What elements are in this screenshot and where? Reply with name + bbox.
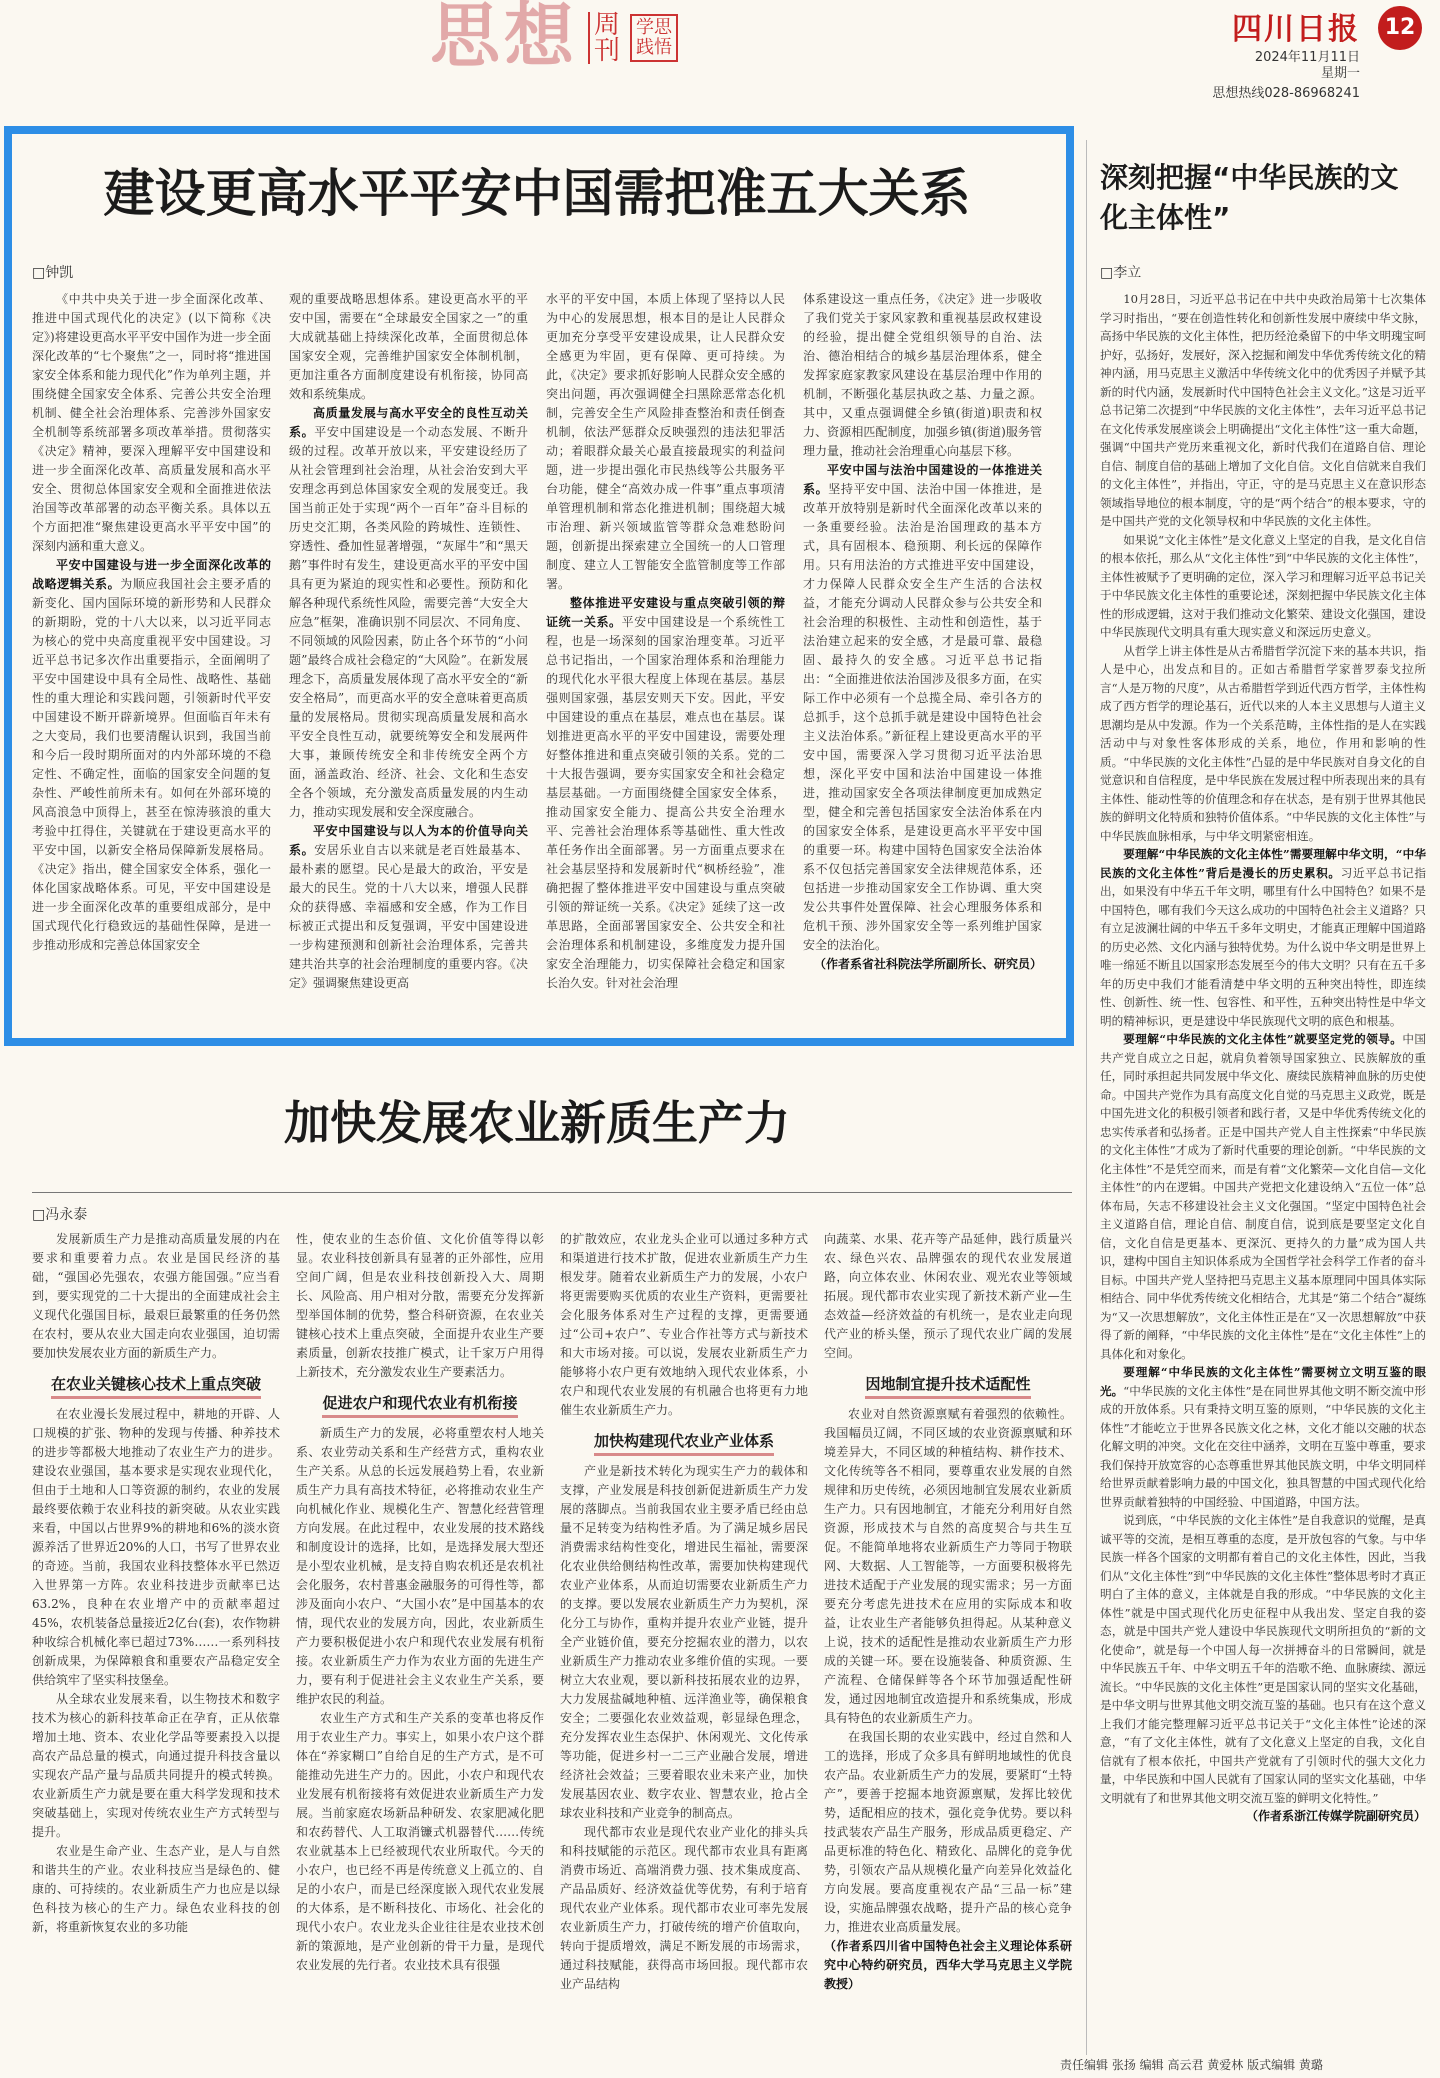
paper-logo: 四川日报 — [1232, 12, 1360, 47]
article1-para: 平安中国建设是一个动态发展、不断升级的过程。改革开放以来，平安建设经历了从社会管理到社会治理，从社会治安到大平安理念再到总体国家安全观的发展变迁。我国当前正处于实现“两个一百年”奋斗目标的历史交汇期，各类风险的跨城性、连锁性、穿透性、叠加性显著增强，“灰犀牛”和“黑天鹅”事件时有发生，建设更高水平的平安中国具有更为紧迫的现实性和必要性。预防和化解各种现代系统性风险，需要完善“大安全大应急”框架，准确识别不同层次、不同角度、不同领域的风险因素，防止各个环节的“小问题”最终合成社会稳定的“大风险”。在新发展理念下，高质量发展体现了高水平安全的“新安全格局”，而更高水平的安全意味着更高质量的发展格局。贯彻实现高质量发展和高水平安全良性互动，就要统筹安全和发展两件大事，兼顾传统安全和非传统安全两个方面，涵盖政治、经济、社会、文化和生态安全各个领域，充分激发高质量发展的内生动力，推动实现发展和安全深度融合。 — [289, 425, 528, 819]
article3-col3 — [560, 1230, 808, 2048]
article1-col4 — [803, 290, 1042, 1032]
article3-body — [32, 1230, 1072, 2048]
article1-col3 — [546, 290, 785, 1032]
editor-credits: 责任编辑 张扬 编辑 高云君 黄爱林 版式编辑 黄璐 — [1060, 2058, 1323, 2072]
article2-para: 从哲学上讲主体性是从古希腊哲学沉淀下来的基本共识，指人是中心，出发点和目的。正如古希腊哲学家普罗泰戈拉所言“人是万物的尺度”，从古希腊哲学到近代西方哲学，主体性构成了西方哲学的理论基石，近代以来的人本主义思想与人道主义思潮均是从中发源。作为一个关系范畴，主体性指的是人在实践活动中与对象性客体形成的关系，地位，作用和影响的性质。“中华民族的文化主体性”凸显的是中华民族对自身文化的自觉意识和自信程度，是中华民族在发展过程中所表现出来的具有主体性、能动性等的价值理念和存在状态，是有别于世界其他民族的鲜明文化特质和独特价值体系。“中华民族的文化主体性”与中华民族血脉相承，与中华文明紧密相连。 — [1100, 643, 1426, 843]
article1-para: 安居乐业自古以来就是老百姓最基本、最朴素的愿望。民心是最大的政治，平安是最大的民生。党的十八大以来，增强人民群众的获得感、幸福感和安全感，作为工作目标被正式提出和反复强调，平安中国建设进一步构建预测和创新社会治理体系，完善共建共治共享的社会治理制度的重要内容。《决定》强调聚焦建设更高 — [289, 843, 528, 990]
article1-para: 观的重要战略思想体系。建设更高水平的平安中国，需要在“全球最安全国家之一”的重大成就基础上持续深化改革，全面贯彻总体国家安全观，完善维护国家安全体制机制，更加注重各方面制度建设有机衔接，协同高效和系统集成。 — [289, 292, 528, 401]
article2-author-note: （作者系浙江传媒学院副研究员） — [1245, 1809, 1426, 1823]
article2-subhead: 要理解“中华民族的文化主体性”需要理解中华文明，“中华民族的文化主体性”背后是漫长的历史累积。 — [1100, 847, 1426, 880]
article2-para: 说到底，“中华民族的文化主体性”是自我意识的觉醒，是真诚平等的交流，是相互尊重的态度，是开放包容的气象。与中华民族一样各个国家的文明都有着自己的文化主体性，因此，当我们从“文化主体性”到“中华民族的文化主体性”整体思考时才真正明白了主体的意义，主体就是自我的形成。“中华民族的文化主体性”就是中国式现代化历史征程中从我出发、坚定自我的姿态，就是中国共产党人建设中华民族现代文明所担负的“新的文化使命”，就是每一个中国人每一次拼搏奋斗的日常瞬间，就是中华民族五千年、中华文明五千年的浩歌不绝、血脉赓续、源远流长。“中华民族的文化主体性”更是国家认同的坚实文化基础，是中华文明与世界其他文明交流互鉴的基础。也只有在这个意义上我们才能完整理解习近平总书记关于“文化主体性”论述的深意，“有了文化主体性，就有了文化意义上坚定的自我，文化自信就有了根本依托，中国共产党就有了引领时代的强大文化力量，中华民族和中国人民就有了国家认同的坚实文化基础，中华文明就有了和世界其他文明交流互鉴的鲜明文化特性。” — [1100, 1513, 1426, 1805]
article2-byline: □李立 — [1100, 265, 1142, 281]
article3-para: 在农业漫长发展过程中，耕地的开辟、人口规模的扩张、物种的发现与传播、种养技术的进步等都极大地推动了农业生产力的进步。建设农业强国，基本要求是实现农业现代化，但由于土地和人口等资源的制约，农业的发展最终要依赖于农业科技的新突破。从农业实践来看，中国以占世界9%的耕地和6%的淡水资源养活了世界近20%的人口，书写了世界农业的奇迹。当前，我国农业科技整体水平已然迈入世界第一方阵。农业科技进步贡献率已达63.2%，良种在农业增产中的贡献率超过45%，农机装备总量接近2亿台(套)，农作物耕种收综合机械化率已超过73%……一系列科技创新成果，为保障粮食和重要农产品稳定安全供给筑牢了坚实科技堡垒。 — [32, 1407, 280, 1687]
article3-para: 从全球农业发展来看，以生物技术和数字技术为核心的新科技革命正在孕育，正从依靠增加土地、资本、农业化学品等要素投入以提高农产品总量的模式，向通过提升科技含量以实现农产品产量与品质共同提升的模式转换。农业新质生产力就是要在重大科学发现和技术突破基础上，实现对传统农业生产方式转型与提升。 — [32, 1692, 280, 1839]
article3-para: 发展新质生产力是推动高质量发展的内在要求和重要着力点。农业是国民经济的基础，“强国必先强农，农强方能国强。”应当看到，要实现党的二十大提出的全面建成社会主义现代化强国目标，最艰巨最繁重的任务仍然在农村，要从农业大国走向农业强国，迫切需要加快发展农业方面的新质生产力。 — [32, 1232, 280, 1360]
masthead — [430, 0, 730, 77]
article3-para: 向蔬菜、水果、花卉等产品延伸，践行质量兴农、绿色兴农、品牌强农的现代农业发展道路，向立体农业、休闲农业、观光农业等领域拓展。现代都市农业实现了新技术新产业—生态效益—经济效益的有机统一，是农业走向现代产业的桥头堡，预示了现代农业广阔的发展空间。 — [824, 1232, 1072, 1360]
hotline: 思想热线028-86968241 — [1212, 86, 1360, 101]
article3-col1 — [32, 1230, 280, 2048]
article1-subhead: 平安中国建设与以人为本的价值导向关系。 — [289, 824, 528, 857]
article1-col1 — [32, 290, 271, 1032]
article1-para: 体系建设这一重点任务，《决定》进一步吸收了我们党关于家风家教和重视基层政权建设的经验，提出健全党组织领导的自治、法治、德治相结合的城乡基层治理体系，健全发挥家庭家教家风建设在基层治理中作用的机制，不断强化基层执政之基、力量之源。其中，又重点强调健全乡镇(街道)职责和权力、资源相匹配制度，加强乡镇(街道)服务管理力量，推动社会治理重心向基层下移。 — [803, 292, 1042, 458]
masthead-weekly — [588, 12, 620, 64]
article2-para: “中华民族的文化主体性”是在同世界其他文明不断交流中形成的开放体系。只有秉持文明互鉴的原则，“中华民族的文化主体性”才能屹立于世界各民族文化之林，文化才能以交融的状态化解文明的冲突。文化在交往中涵养，文明在互鉴中尊重，要求我们保持开放宽容的心态尊重世界其他民族文明，中华文明同样给世界贡献着影响力最的中国文化，独具智慧的中国式现代化给世界贡献着独特的中国经验、中国道路，中国方法。 — [1100, 1383, 1426, 1509]
masthead-zhou: 周 — [594, 10, 621, 40]
article1-col2 — [289, 290, 528, 1032]
article1-subhead: 高质量发展与高水平安全的良性互动关系。 — [289, 406, 528, 439]
masthead-kan: 刊 — [594, 36, 621, 66]
masthead-seal: 学思践悟 — [630, 14, 678, 62]
article3-col4 — [824, 1230, 1072, 2048]
article3-rule — [32, 1192, 1072, 1193]
article1-byline: □钟凯 — [32, 265, 74, 281]
article3-author-note: （作者系四川省中国特色社会主义理论体系研究中心特约研究员，西华大学马克思主义学院教授） — [824, 1939, 1072, 1991]
article2-subhead: 要理解“中华民族的文化主体性”需要树立文明互鉴的眼光。 — [1100, 1365, 1426, 1398]
article3-para: 的扩散效应，农业龙头企业可以通过多种方式和渠道进行技术扩散，促进农业新质生产力生根发芽。随着农业新质生产力的发展，小农户将更需要购买优质的农业生产资料，更需要社会化服务体系对生产过程的支撑，更需要通过“公司+农户”、专业合作社等方式与新技术和大市场对接。可以说，发展农业新质生产力能够将小农户更有效地纳入现代农业体系，小农户和现代农业发展的有机融合也将更有力地催生农业新质生产力。 — [560, 1232, 808, 1417]
article3-title: 加快发展农业新质生产力 — [284, 1096, 790, 1150]
article1-para: 平安中国建设是一个系统性工程，也是一场深刻的国家治理变革。习近平总书记指出，一个国家治理体系和治理能力的现代化水平很大程度上体现在基层。基层强则国家强，基层安则天下安。因此，平安中国建设的重点在基层，难点也在基层。谋划推进更高水平的平安中国建设，需要处理好整体推进和重点突破引领的关系。党的二十大报告强调，要夯实国家安全和社会稳定基层基础。一方面围绕健全国家安全体系，推动国家安全能力、提高公共安全治理水平、完善社会治理体系等基础性、重大性改革任务作出全面部署。另一方面重点要求在社会基层坚持和发展新时代“枫桥经验”，准确把握了整体推进平安中国建设与重点突破引领的辩证统一关系。《决定》延续了这一改革思路，全面部署国家安全、公共安全和社会治理体系和机制建设，多维度发力提升国家安全治理能力，切实保障社会稳定和国家长治久安。针对社会治理 — [546, 615, 785, 990]
article2-para: 习近平总书记指出，如果没有中华五千年文明，哪里有什么中国特色？如果不是中国特色，哪有我们今天这么成功的中国特色社会主义道路？只有立足波澜壮阔的中华五千多年文明史，才能真正理解中国道路的历史必然、文化内涵与独特优势。为什么说中华文明是世界上唯一绵延不断且以国家形态发展至今的伟大文明？只有在五千多年的历史中我们才能看清楚中华文明的五种突出特性，即连续性、创新性、统一性、包容性、和平性，五种突出特性是中华文明的精神标识，更是建设中华民族现代文明的底色和根基。 — [1100, 865, 1426, 1028]
article3-subhead: 促进农户和现代农业有机衔接 — [322, 1388, 517, 1418]
article2-para: 中国共产党自成立之日起，就肩负着领导国家独立、民族解放的重任，同时承担起共同发展中华文化、赓续民族精神血脉的历史使命。中国共产党作为具有高度文化自觉的马克思主义政党，既是中国先进文化的积极引领者和践行者，又是中华优秀传统文化的忠实传承者和弘扬者。正是中国共产党人自主性探索“中华民族的文化主体性”才成为了新时代重要的理论创新。“中华民族的文化主体性”不是凭空而来，而是有着“文化繁荣—文化自信—文化主体性”的内在逻辑。中国共产党把文化建设纳入“五位一体”总体布局，矢志不移建设社会主义文化强国。“坚定中国特色社会主义道路自信，理论自信、制度自信，说到底是要坚定文化自信，文化自信是更基本、更深沉、更持久的力量”成为国人共识，建构中国自主知识体系成为全国哲学社会科学工作者的奋斗目标。中国共产党人坚持把马克思主义基本原理同中国具体实际相结合、同中华优秀传统文化相结合，尤其是“第二个结合”凝练为“又一次思想解放”，文化主体性正是在“又一次思想解放”中获得了新的阐释，“中华民族的文化主体性”是在“文化主体性”上的具体化和对象化。 — [1100, 1032, 1426, 1361]
article3-para: 现代都市农业是现代农业产业化的排头兵和科技赋能的示范区。现代都市农业具有距离消费市场近、高端消费力强、技术集成度高、产品品质好、经济效益优等优势，有利于培育现代农业产业体系。现代都市农业可率先发展农业新质生产力，打破传统的增产价值取向，转向于提质增效，满足不断发展的市场需求，通过科技赋能，获得高市场回报。现代都市农业产品结构 — [560, 1825, 808, 1991]
article1-author-note: （作者系省社科院法学所副所长、研究员） — [813, 957, 1042, 971]
article3-subhead: 在农业关键核心技术上重点突破 — [51, 1369, 261, 1399]
masthead-title: 思想 — [430, 0, 578, 77]
article3-para: 产业是新技术转化为现实生产力的载体和支撑，产业发展是科技创新促进新质生产力发展的落脚点。当前我国农业主要矛盾已经由总量不足转变为结构性矛盾。为了满足城乡居民消费需求结构性变化，增进民生福祉，需要深化农业供给侧结构性改革，需要加快构建现代农业产业体系，从而迫切需要农业新质生产力的支撑。要以发展农业新质生产力为契机，深化分工与协作，重构并提升农业产业链，提升全产业链价值，要充分挖掘农业的潜力，以农业新质生产力推动农业多维价值的实现。一要树立大农业观，要以新科技拓展农业的边界，大力发展盐碱地种植、远洋渔业等，确保粮食安全；二要强化农业效益观，彰显绿色理念，充分发挥农业生态保护、休闲观光、文化传承等功能，促进乡村一二三产业融合发展，增进经济社会效益；三要着眼农业未来产业，加快发展基因农业、数字农业、智慧农业，抢占全球农业科技和产业竞争的制高点。 — [560, 1464, 808, 1820]
article1-subhead: 平安中国与法治中国建设的一体推进关系。 — [803, 463, 1042, 496]
article1-body — [32, 290, 1042, 1032]
article1-title: 建设更高水平平安中国需把准五大关系 — [103, 165, 971, 224]
article3-para: 农业生产方式和生产关系的变革也将反作用于农业生产力。事实上，如果小农户这个群体在“养家糊口”自给自足的生产方式，是不可能推动先进生产力的。因此，小农户和现代农业发展有机衔接将有效促进农业新质生产力发展。当前家庭农场新品种研发、农家肥减化肥和农药替代、人工取消镰式机器替代……传统农业就基本上已经被现代农业所取代。今天的小农户，也已经不再是传统意义上孤立的、自足的小农户，而是已经深度嵌入现代农业发展的大体系，是不断科技化、市场化、社会化的现代小农户。农业龙头企业往往是农业技术创新的策源地，是产业创新的骨干力量，是现代农业发展的先行者。农业技术具有很强 — [296, 1711, 544, 1972]
article1-para: 坚持平安中国、法治中国一体推进，是改革开放特别是新时代全面深化改革以来的一条重要经验。法治是治国理政的基本方式，具有固根本、稳预期、利长远的保障作用。只有用法治的方式推进平安中国建设，才力保障人民群众安全生产生活的合法权益，才能充分调动人民群众参与公共安全和社会治理的积极性、主动性和创造性，基于法治建立起来的安全感，才是最可靠、最稳固、最持久的安全感。习近平总书记指出：“全面推进依法治国涉及很多方面，在实际工作中必须有一个总揽全局、牵引各方的总抓手，这个总抓手就是建设中国特色社会主义法治体系。”新征程上建设更高水平的平安中国，需要深入学习贯彻习近平法治思想，深化平安中国和法治中国建设一体推进，推动国家安全各项法律制度更加成熟定型，健全和完善包括国家安全法治体系在内的国家安全体系，是建设更高水平平安中国的重要一环。构建中国特色国家安全法治体系不仅包括完善国家安全法律规范体系，还包括进一步推动国家安全工作协调、重大突发公共事件处置保障、社会心理服务体系和危机干预、涉外国家安全等一系列维护国家安全的法治化。 — [803, 482, 1042, 952]
issue-weekday: 星期一 — [1320, 66, 1360, 81]
article1-para: 《中共中央关于进一步全面深化改革、推进中国式现代化的决定》(以下简称《决定》)将建设更高水平平安中国作为进一步全面深化改革的“七个聚焦”之一，同时将“推进国家安全体系和能力现代化”作为单列主题，并围绕健全国家安全体系、完善公共安全治理机制、健全社会治理体系、完善涉外国家安全机制等系统部署多项改革举措。贯彻落实《决定》精神，要深入理解平安中国建设和进一步全面深化改革、高质量发展和高水平安全、贯彻总体国家安全观和全面推进依法治国等改革部署的动态平衡关系。具体以五个方面把准“聚焦建设更高水平平安中国”的深刻内涵和重大意义。 — [32, 292, 271, 553]
article1-subhead: 整体推进平安建设与重点突破引领的辩证统一关系。 — [546, 596, 785, 629]
article3-subhead: 因地制宜提升技术适配性 — [865, 1369, 1030, 1399]
article1-para: 为顺应我国社会主要矛盾的新变化、国内国际环境的新形势和人民群众的新期盼，党的十八大以来，以习近平同志为核心的党中央高度重视平安中国建设。习近平总书记多次作出重要指示，全面阐明了平安中国建设中具有全局性、战略性、基础性的重大理论和实践问题，引领新时代平安中国建设不断开辟新境界。但面临百年未有之大变局，我们也要清醒认识到，我国当前和今后一段时期所面对的内外部环境的不稳定性、不确定性，面临的国家安全问题的复杂性、严峻性前所未有。如何在外部环境的风高浪急中顶得上，甚至在惊涛骇浪的重大考验中扛得住，关键就在于建设更高水平的平安中国，以新安全格局保障新发展格局。《决定》指出，健全国家安全体系，强化一体化国家战略体系。可见，平安中国建设是进一步全面深化改革的重要组成部分，是中国式现代化行稳致远的基础性保障，是进一步推动形成和完善总体国家安全 — [32, 577, 271, 952]
article2-para: 10月28日，习近平总书记在中共中央政治局第十七次集体学习时指出，“要在创造性转化和创新性发展中赓续中华文脉，高扬中华民族的文化主体性，把历经沧桑留下的中华文明瑰宝呵护好，弘扬好，发展好，深入挖掘和阐发中华优秀传统文化的精神内涵，用马克思主义激活中华传统文化中的优秀因子并赋予其新的时代内涵，发展新时代中国特色社会主义文化。”这是习近平总书记第二次提到“中华民族的文化主体性”，去年习近平总书记在文化传承发展座谈会上明确提出“文化主体性”这一重大命题，强调“中国共产党历来重视文化，新时代我们在道路自信、理论自信、制度自信的基础上增加了文化自信。文化自信就来自我们的文化主体性”，并指出，守正，守的是马克思主义在意识形态领域指导地位的根本制度，守的是“两个结合”的根本要求，守的是中国共产党的文化领导权和中华民族的文化主体性。 — [1100, 292, 1426, 528]
issue-date: 2024年11月11日 — [1254, 50, 1360, 65]
article3-para: 在我国长期的农业实践中，经过自然和人工的选择，形成了众多具有鲜明地域性的优良农产品。农业新质生产力的发展，要紧盯“土特产”，要善于挖掘本地资源禀赋，发挥比较优势，适配相应的技术，强化竞争优势。要以科技武装农产品生产服务，形成品质更稳定、产品更标准的特色化、精致化、品牌化的竞争优势，引领农产品从规模化量产向差异化效益化方向发展。要高度重视农产品“三品一标”建设，实施品牌强农战略，提升产品的核心竞争力，推进农业高质量发展。 — [824, 1730, 1072, 1934]
article3-subhead: 加快构建现代农业产业体系 — [594, 1426, 774, 1456]
sidebar-divider — [1086, 140, 1087, 2055]
article2-para: 如果说“文化主体性”是文化意义上坚定的自我，是文化自信的根本依托，那么从“文化主体性”到“中华民族的文化主体性”，主体性被赋予了更明确的定位，深入学习和理解习近平总书记关于中华民族文化主体性的重要论述，深刻把握中华民族文化主体性的形成逻辑，这对于我们推动文化繁荣、建设文化强国，建设中华民族现代文明具有重大现实意义和深远历史意义。 — [1100, 532, 1426, 639]
article1-para: 水平的平安中国，本质上体现了坚持以人民为中心的发展思想，根本目的是让人民群众更加充分享受平安建设成果，让人民群众安全感更为牢固，更有保障、更可持续。为此，《决定》要求抓好影响人民群众安全感的突出问题，再次强调健全扫黑除恶常态化机制，完善安全生产风险排查整治和责任倒查机制，依法严惩群众反映强烈的违法犯罪活动；着眼群众最关心最直接最现实的利益问题，进一步提出强化市民热线等公共服务平台功能，健全“高效办成一件事”重点事项清单管理机制和常态化推进机制；围绕超大城市治理、新兴领域监管等群众急难愁盼问题，创新提出探索建立全国统一的人口管理制度、建立人工智能安全监管制度等工作部署。 — [546, 292, 785, 591]
article2-subhead: 要理解“中华民族的文化主体性”就要坚定党的领导。 — [1123, 1032, 1403, 1046]
article1-subhead: 平安中国建设与进一步全面深化改革的战略逻辑关系。 — [32, 558, 271, 591]
article3-byline: □冯永泰 — [32, 1207, 88, 1223]
article3-para: 性，使农业的生态价值、文化价值等得以彰显。农业科技创新具有显著的正外部性，应用空间广阔，但是农业科技创新投入大、周期长、风险高、用户相对分散，需要充分发挥新型举国体制的优势，整合科研资源，在农业关键核心技术上重点突破，全面提升农业生产要素质量，创新农技推广模式，让千家万户用得上新技术，充分激发农业生产要素活力。 — [296, 1232, 544, 1379]
article2-body — [1100, 290, 1426, 2042]
article3-para: 新质生产力的发展，必将重塑农村人地关系、农业劳动关系和生产经营方式，重构农业生产关系。从总的长远发展趋势上看，农业新质生产力具有高技术特征，必将推动农业生产向机械化作业、规模化生产、智慧化经营管理方向发展。在此过程中，农业发展的技术路线和制度设计的选择，比如，是选择发展大型还是小型农业机械，是支持自购农机还是农机社会化服务，农村普惠金融服务的可得性等，都涉及面向小农户、“大国小农”是中国基本的农情，现代农业的发展方向，因此，农业新质生产力要积极促进小农户和现代农业发展有机衔接。农业新质生产力作为农业方面的先进生产力，要有利于促进社会主义农业生产关系，要维护农民的利益。 — [296, 1426, 544, 1706]
article3-col2 — [296, 1230, 544, 2048]
article3-para: 农业是生命产业、生态产业，是人与自然和谐共生的产业。农业科技应当是绿色的、健康的、可持续的。农业新质生产力也应是以绿色科技为核心的生产力。绿色农业科技的创新，将重新恢复农业的多功能 — [32, 1844, 280, 1934]
article3-para: 农业对自然资源禀赋有着强烈的依赖性。我国幅员辽阔，不同区域的农业资源禀赋和环境差异大，不同区域的种植结构、耕作技术、文化传统等各不相同，要尊重农业发展的自然规律和历史传统，必须因地制宜发展农业新质生产力。只有因地制宜，才能充分利用好自然资源，形成技术与自然的高度契合与共生互促。不能简单地将农业新质生产力等同于物联网、大数据、人工智能等，一方面要积极将先进技术适配于产业发展的现实需求；另一方面要充分考虑先进技术在应用的实际成本和收益，让农业生产者能够负担得起。从某种意义上说，技术的适配性是推动农业新质生产力形成的关键一环。要在设施装备、种质资源、生产流程、仓储保鲜等各个环节加强适配性研发，通过因地制宜改造提升和系统集成，形成具有特色的农业新质生产力。 — [824, 1407, 1072, 1725]
article2-title: 深刻把握“中华民族的文化主体性” — [1100, 161, 1399, 234]
page-number-badge: 12 — [1378, 6, 1422, 50]
